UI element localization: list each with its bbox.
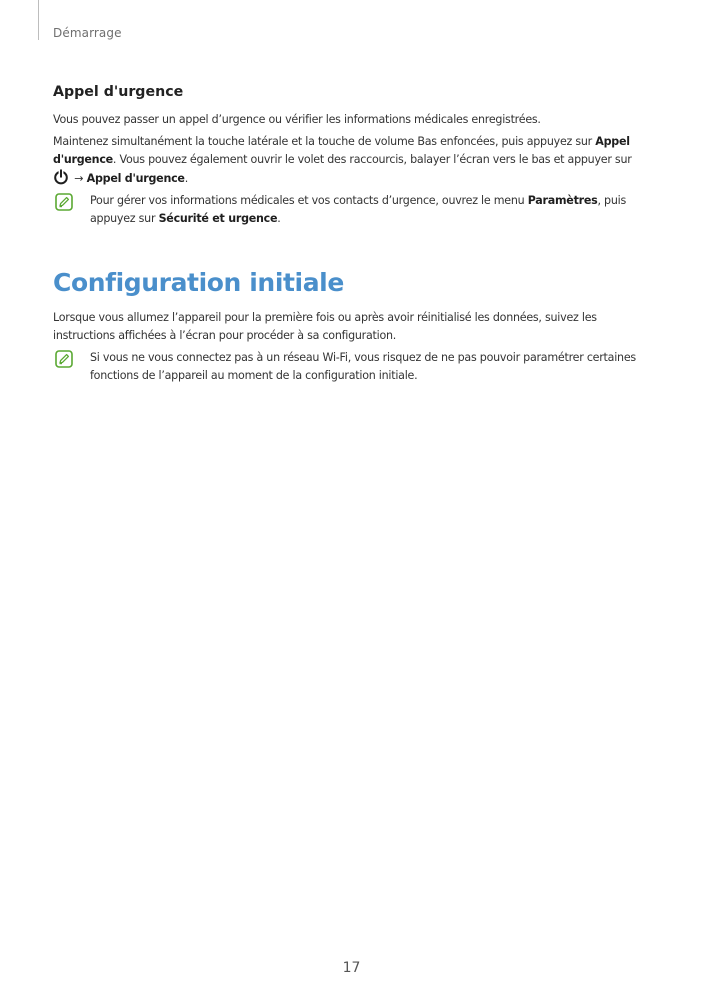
security-emergency-label: Sécurité et urgence bbox=[158, 212, 278, 225]
note-text-1: Pour gérer vos informations médicales et vos contacts d’urgence, ouvrez le menu bbox=[90, 194, 528, 207]
setup-note bbox=[53, 349, 649, 385]
page-margin-rule bbox=[38, 0, 39, 40]
initial-setup-heading: Configuration initiale bbox=[53, 268, 344, 297]
instructions-text-2: . Vous pouvez également ouvrir le volet des raccourcis, balayer l’écran vers le bas et appuyer sur bbox=[112, 153, 632, 166]
note-icon bbox=[55, 193, 73, 211]
page-content bbox=[53, 82, 649, 385]
note-text-end: . bbox=[277, 212, 281, 225]
instructions-text-1: Maintenez simultanément la touche latérale et la touche de volume Bas enfoncées, puis appuyez sur bbox=[53, 135, 596, 148]
emergency-call-heading: Appel d'urgence bbox=[53, 84, 184, 100]
emergency-call-menu-label: Appel d'urgence bbox=[86, 172, 185, 185]
emergency-instructions-paragraph bbox=[53, 133, 649, 188]
note-icon bbox=[55, 350, 73, 368]
emergency-note-text bbox=[90, 192, 649, 228]
note-text-2: , puis appuyez sur bbox=[90, 194, 626, 225]
settings-menu-label: Paramètres bbox=[527, 194, 598, 207]
power-icon bbox=[53, 169, 69, 185]
instructions-end: . bbox=[184, 172, 188, 185]
setup-note-text: Si vous ne vous connectez pas à un réseau Wi-Fi, vous risquez de ne pas pouvoir paramétrer certaines fonctions de l’appareil au moment de la configuration initiale. bbox=[90, 351, 636, 382]
chapter-header: Démarrage bbox=[53, 26, 122, 40]
emergency-note bbox=[53, 192, 649, 228]
emergency-intro-paragraph: Vous pouvez passer un appel d’urgence ou vérifier les informations médicales enregistrées. bbox=[53, 113, 541, 126]
arrow-separator: → bbox=[71, 172, 87, 185]
setup-paragraph: Lorsque vous allumez l’appareil pour la première fois ou après avoir réinitialisé les données, suivez les instructions affichées à l’écran pour procéder à sa configuration. bbox=[53, 311, 597, 342]
emergency-call-label: Appel d'urgence bbox=[53, 135, 630, 166]
page-number: 17 bbox=[342, 960, 361, 976]
